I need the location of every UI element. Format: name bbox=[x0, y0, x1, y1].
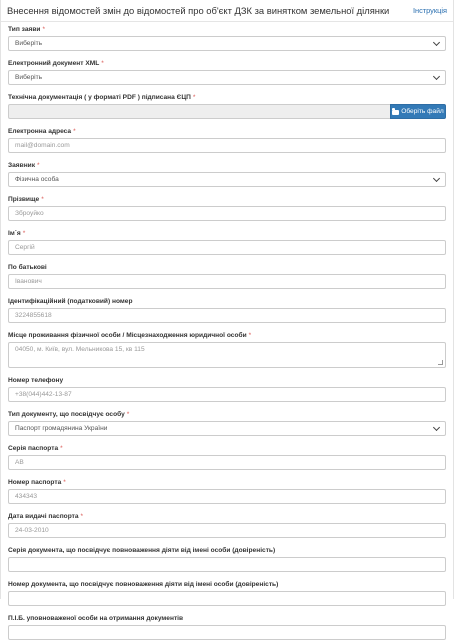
last-name-input[interactable] bbox=[8, 206, 446, 221]
email-input[interactable] bbox=[8, 138, 446, 153]
choose-file-label: Оберіть файл bbox=[401, 108, 444, 115]
tax-id-input[interactable] bbox=[8, 308, 446, 323]
phone-input[interactable] bbox=[8, 387, 446, 402]
field-passport-number bbox=[8, 478, 446, 504]
field-email bbox=[8, 127, 446, 153]
field-label: Серія документа, що посвідчує повноваження діяти від імені особи (довіреність) bbox=[8, 547, 276, 554]
field-passport-series bbox=[8, 444, 446, 470]
resize-handle-icon[interactable] bbox=[438, 360, 443, 365]
address-textarea[interactable] bbox=[8, 342, 446, 368]
field-label: Дата видачі паспорта * bbox=[8, 513, 84, 520]
field-label: Номер документа, що посвідчує повноваження діяти від імені особи (довіреність) bbox=[8, 581, 279, 588]
field-patronymic bbox=[8, 263, 446, 289]
passport-issue-date-input[interactable] bbox=[8, 523, 446, 538]
poa-series-input[interactable] bbox=[8, 557, 446, 572]
field-label: П.І.Б. уповноваженої особи на отримання документів bbox=[8, 615, 184, 622]
field-label: Номер паспорта * bbox=[8, 479, 66, 486]
field-application-type bbox=[8, 25, 446, 51]
field-label: По батькові bbox=[8, 264, 47, 271]
field-label: Ім`я * bbox=[8, 230, 26, 237]
field-label: Прізвище * bbox=[8, 196, 44, 203]
placeholder-text: 24-03-2010 bbox=[15, 527, 49, 534]
field-label: Електронна адреса * bbox=[8, 128, 76, 135]
patronymic-input[interactable] bbox=[8, 274, 446, 289]
authorized-person-input[interactable] bbox=[8, 625, 446, 640]
chevron-down-icon bbox=[433, 38, 440, 45]
field-label: Тип документу, що посвідчує особу * bbox=[8, 411, 130, 418]
field-label: Електронний документ XML * bbox=[8, 60, 104, 67]
field-label: Номер телефону bbox=[8, 377, 64, 384]
field-authorized-person bbox=[8, 614, 446, 640]
choose-file-button[interactable] bbox=[390, 104, 446, 119]
file-picker bbox=[8, 104, 446, 119]
selected-value: Фізична особа bbox=[15, 176, 59, 183]
placeholder-text: 434343 bbox=[15, 493, 38, 500]
xml-document-select[interactable] bbox=[8, 70, 446, 85]
passport-series-input[interactable] bbox=[8, 455, 446, 470]
placeholder-text: АВ bbox=[15, 459, 24, 466]
applicant-select[interactable] bbox=[8, 172, 446, 187]
field-technical-documentation bbox=[8, 93, 446, 119]
application-form bbox=[1, 25, 453, 640]
instruction-link[interactable]: Інструкція bbox=[412, 6, 447, 15]
field-label: Місце проживання фізичної особи / Місцезнаходження юридичної особи * bbox=[8, 332, 252, 339]
application-type-select[interactable] bbox=[8, 36, 446, 51]
field-address bbox=[8, 331, 446, 368]
field-last-name bbox=[8, 195, 446, 221]
selected-value: Виберіть bbox=[15, 40, 43, 47]
placeholder-text: mail@domain.com bbox=[15, 142, 70, 149]
placeholder-text: Іванович bbox=[15, 278, 42, 285]
placeholder-text: Сергій bbox=[15, 244, 35, 251]
selected-value: Виберіть bbox=[15, 74, 43, 81]
placeholder-text: 3224855618 bbox=[15, 312, 52, 319]
chevron-down-icon bbox=[433, 72, 440, 79]
field-id-document-type bbox=[8, 410, 446, 436]
field-poa-number bbox=[8, 580, 446, 606]
file-name-input[interactable] bbox=[8, 104, 390, 119]
poa-number-input[interactable] bbox=[8, 591, 446, 606]
field-first-name bbox=[8, 229, 446, 255]
placeholder-text: Зброуйко bbox=[15, 210, 44, 217]
first-name-input[interactable] bbox=[8, 240, 446, 255]
field-label: Ідентифікаційний (податковий) номер bbox=[8, 298, 133, 305]
folder-open-icon bbox=[392, 110, 399, 115]
field-tax-id bbox=[8, 297, 446, 323]
chevron-down-icon bbox=[433, 423, 440, 430]
field-phone bbox=[8, 376, 446, 402]
chevron-down-icon bbox=[433, 174, 440, 181]
field-passport-issue-date bbox=[8, 512, 446, 538]
id-document-type-select[interactable] bbox=[8, 421, 446, 436]
passport-number-input[interactable] bbox=[8, 489, 446, 504]
field-poa-series bbox=[8, 546, 446, 572]
field-xml-document bbox=[8, 59, 446, 85]
field-applicant bbox=[8, 161, 446, 187]
field-label: Тип заяви * bbox=[8, 26, 46, 33]
page-title: Внесення відомостей змін до відомостей про об'єкт ДЗК за винятком земельної ділянки bbox=[7, 5, 390, 16]
page-header bbox=[1, 0, 453, 22]
selected-value: Паспорт громадянина України bbox=[15, 425, 108, 432]
placeholder-text: +38(044)442-13-87 bbox=[15, 391, 72, 398]
placeholder-text: 04050, м. Київ, вул. Мельникова 15, кв 115 bbox=[15, 346, 145, 353]
field-label: Серія паспорта * bbox=[8, 445, 63, 452]
field-label: Заявник * bbox=[8, 162, 40, 169]
field-label: Технічна документація ( у форматі PDF ) підписана ЄЦП * bbox=[8, 94, 196, 101]
